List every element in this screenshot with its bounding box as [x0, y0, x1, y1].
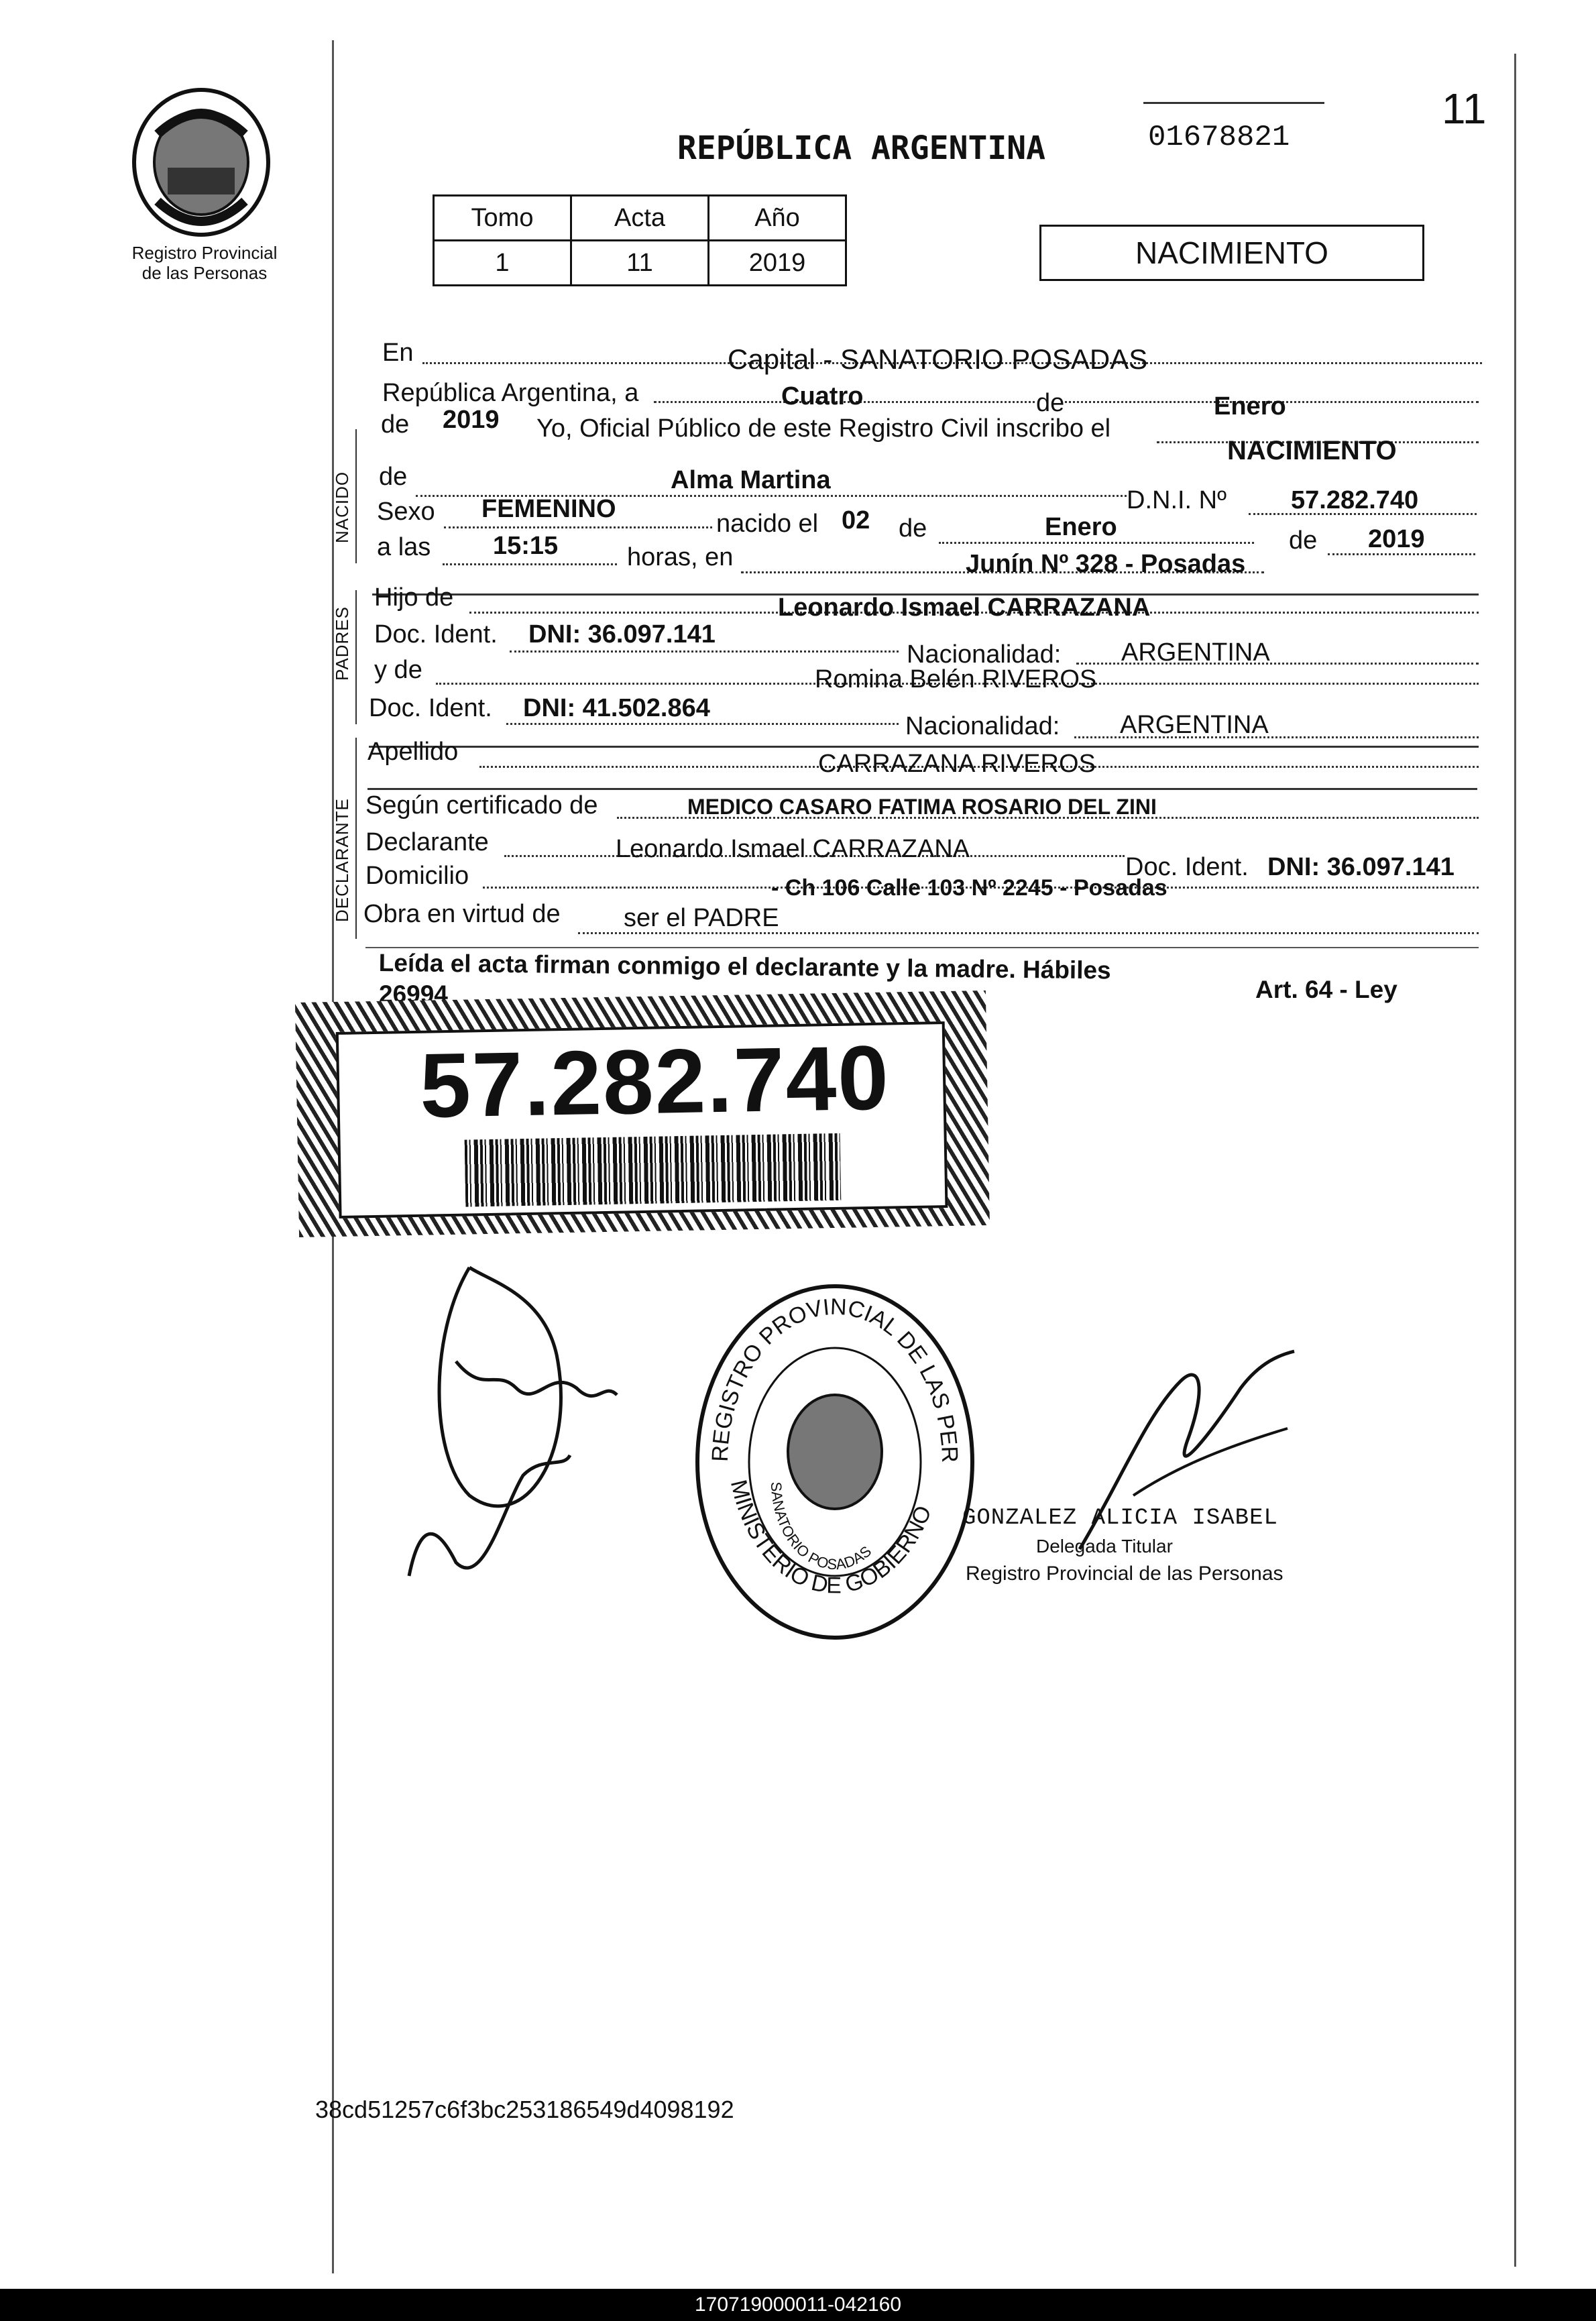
name-label: de: [379, 463, 408, 491]
book-value-anio: 2019: [709, 241, 846, 286]
de3-label: de: [899, 514, 927, 543]
sexo-label: Sexo: [377, 498, 435, 526]
alas-label: a las: [377, 533, 431, 561]
separator-2: [369, 746, 1479, 748]
birth-year: 2019: [1368, 525, 1425, 553]
seal-inner: SANATORIO POSADAS: [767, 1481, 875, 1573]
republica-leader: [654, 401, 1479, 403]
birth-place: Junín Nº 328 - Posadas: [966, 550, 1246, 578]
capacity: ser el PADRE: [624, 904, 779, 932]
section-divider-born: [355, 429, 357, 563]
birth-day: 02: [842, 506, 870, 534]
surname: CARRAZANA RIVEROS: [818, 750, 1096, 778]
book-header-tomo: Tomo: [434, 196, 571, 241]
doc2-label: Doc. Ident.: [369, 694, 492, 722]
en-value: Capital - SANATORIO POSADAS: [728, 343, 1148, 375]
de2-label: de: [381, 410, 410, 439]
nac2-label: Nacionalidad:: [905, 712, 1060, 740]
serial-number: 01678821: [1148, 121, 1290, 154]
closing-text: Leída el acta firman conmigo el declarante y la madre. Hábiles: [378, 949, 1111, 984]
book-value-acta: 11: [571, 241, 709, 286]
section-tab-declarante: DECLARANTE: [332, 798, 352, 922]
footer-bar: [0, 2289, 1596, 2321]
section-divider-declarant: [355, 738, 357, 939]
registry-line2: de las Personas: [141, 263, 268, 283]
country-title: REPÚBLICA ARGENTINA: [677, 129, 1046, 167]
right-margin-line: [1514, 54, 1516, 2267]
seal-outer-bottom: MINISTERIO DE GOBIERNO: [725, 1477, 937, 1599]
father-nat: ARGENTINA: [1121, 638, 1270, 667]
address: - Ch 106 Calle 103 Nº 2245 - Posadas: [771, 875, 1167, 901]
birth-month: Enero: [1045, 513, 1117, 541]
section-tab-nacido: NACIDO: [332, 471, 352, 543]
declarante-label: Declarante: [365, 828, 489, 856]
dni-label: D.N.I. Nº: [1127, 486, 1227, 514]
domicilio-label: Domicilio: [365, 862, 469, 890]
nac-label: Nacionalidad:: [907, 640, 1062, 669]
sticker-barcode: [465, 1133, 842, 1207]
registry-caption: [114, 243, 295, 283]
document-hash: 38cd51257c6f3bc253186549d4098192: [315, 2096, 734, 2123]
day-word: Cuatro: [781, 382, 864, 410]
father-doc-leader: [510, 650, 899, 653]
official-name: GONZALEZ ALICIA ISABEL: [962, 1506, 1278, 1531]
mother-nat: ARGENTINA: [1120, 711, 1269, 739]
mother-doc: DNI: 41.502.864: [523, 694, 710, 722]
closing-law-2: 26994: [379, 980, 448, 1008]
book-value-tomo: 1: [434, 241, 571, 286]
section-divider-parents: [355, 590, 357, 724]
seal-outer-top: REGISTRO PROVINCIAL DE LAS PER: [707, 1294, 963, 1463]
hijo-label: Hijo de: [374, 583, 454, 612]
cert-label: Según certificado de: [365, 791, 598, 819]
book-header-acta: Acta: [571, 196, 709, 241]
sticker-panel: [336, 1021, 948, 1219]
page-number: 11: [1442, 84, 1487, 133]
doc3-label: Doc. Ident.: [1125, 853, 1249, 881]
sexo-leader: [444, 526, 712, 528]
sexo-value: FEMENINO: [481, 495, 616, 523]
separator-4: [365, 947, 1479, 948]
de-label: de: [1036, 389, 1065, 417]
record-year: 2019: [443, 406, 500, 434]
mother-name: Romina Belén RIVEROS: [815, 665, 1097, 693]
closing-law: Art. 64 - Ley: [1255, 976, 1398, 1003]
book-table: [433, 194, 847, 286]
province-crest: [131, 87, 272, 238]
section-tab-padres: PADRES: [332, 606, 352, 681]
sticker-number: 57.282.740: [418, 1026, 891, 1137]
nacido-label: nacido el: [716, 510, 819, 538]
month-word: Enero: [1214, 392, 1286, 420]
dni-sticker: [295, 990, 990, 1237]
father-name: Leonardo Ismael CARRAZANA: [778, 593, 1151, 622]
mother-doc-leader: [506, 723, 899, 725]
horas-label: horas, en: [627, 543, 734, 571]
official-title: Delegada Titular: [1036, 1536, 1173, 1556]
doc-label: Doc. Ident.: [374, 620, 498, 648]
serial-underline: [1143, 102, 1324, 104]
book-header-anio: Año: [709, 196, 846, 241]
separator-3: [367, 788, 1477, 790]
obra-label: Obra en virtud de: [363, 900, 561, 928]
registry-line1: Registro Provincial: [131, 243, 278, 263]
de4-label: de: [1289, 526, 1318, 555]
yde-label: y de: [374, 656, 422, 684]
father-doc: DNI: 36.097.141: [528, 620, 716, 648]
declarant-signature: [389, 1254, 671, 1603]
footer-barcode-text: 170719000011-042160: [694, 2294, 902, 2316]
registry-seal: [691, 1281, 979, 1643]
record-type-box: [1039, 225, 1424, 281]
certificate: MEDICO CASARO FATIMA ROSARIO DEL ZINI: [687, 795, 1157, 819]
record-type: NACIMIENTO: [1135, 235, 1328, 270]
child-name: Alma Martina: [671, 466, 831, 494]
birth-time: 15:15: [493, 532, 559, 560]
en-label: En: [382, 339, 414, 367]
official-office: Registro Provincial de las Personas: [966, 1563, 1284, 1585]
declarant-doc: DNI: 36.097.141: [1267, 853, 1455, 881]
event-value: NACIMIENTO: [1227, 436, 1397, 465]
apellido-label: Apellido: [367, 738, 459, 766]
republica-label: República Argentina, a: [382, 379, 639, 407]
time-leader: [443, 563, 617, 565]
child-dni: 57.282.740: [1291, 486, 1419, 514]
declarant-name: Leonardo Ismael CARRAZANA: [616, 835, 970, 863]
official-text: Yo, Oficial Público de este Registro Civil inscribo el: [536, 414, 1111, 443]
birth-month-leader: [939, 542, 1254, 544]
